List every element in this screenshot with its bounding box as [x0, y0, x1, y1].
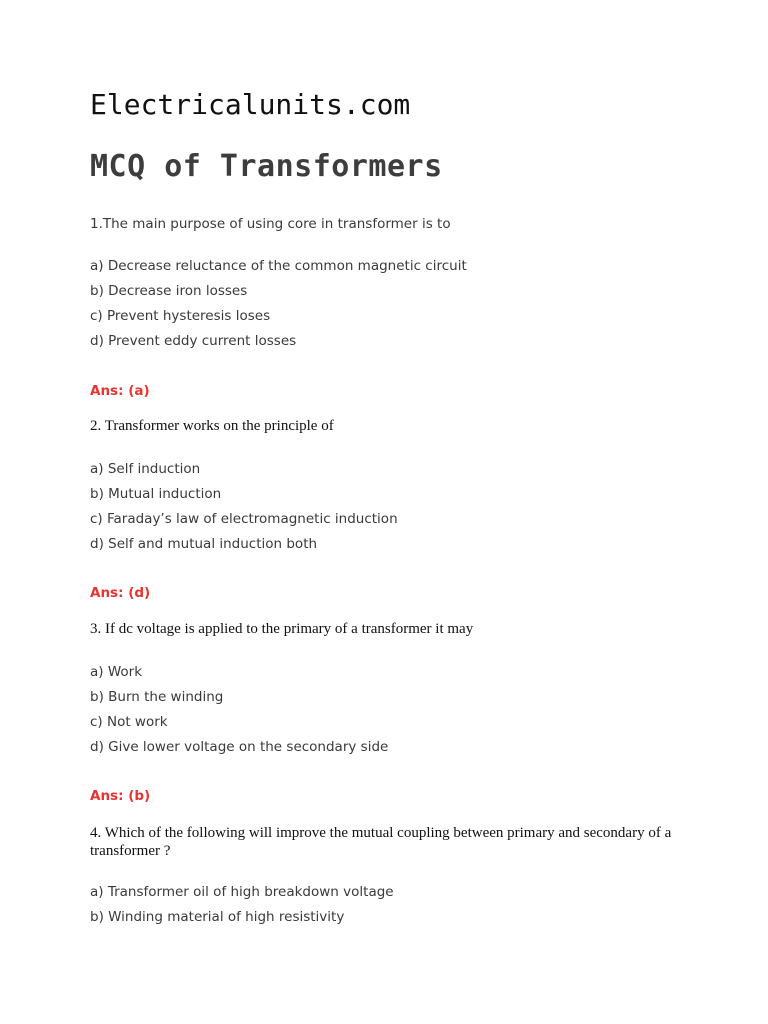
question-1-answer: Ans: (a) [90, 383, 150, 399]
question-1-option-c: c) Prevent hysteresis loses [90, 308, 271, 324]
question-1-option-a: a) Decrease reluctance of the common magnetic circuit [90, 258, 467, 274]
question-2-option-a: a) Self induction [90, 461, 201, 477]
question-4-text: 4. Which of the following will improve the mutual coupling between primary and secondary of a transformer ? [90, 825, 672, 859]
question-1-option-d: d) Prevent eddy current losses [90, 333, 297, 349]
question-3-option-c: c) Not work [90, 714, 168, 730]
question-2-option-c: c) Faraday’s law of electromagnetic induction [90, 511, 398, 527]
question-2-option-d: d) Self and mutual induction both [90, 536, 318, 552]
question-3-answer: Ans: (b) [90, 788, 151, 804]
question-4-option-a: a) Transformer oil of high breakdown voltage [90, 884, 394, 900]
question-4-option-b: b) Winding material of high resistivity [90, 909, 345, 925]
question-3-option-b: b) Burn the winding [90, 689, 224, 705]
question-2-option-b: b) Mutual induction [90, 486, 222, 502]
question-3-option-d: d) Give lower voltage on the secondary side [90, 739, 389, 755]
site-name: Electricalunits.com [90, 88, 411, 121]
question-3-text: 3. If dc voltage is applied to the primary of a transformer it may [90, 621, 474, 637]
question-1-option-b: b) Decrease iron losses [90, 283, 248, 299]
question-2-answer: Ans: (d) [90, 585, 151, 601]
question-2-text: 2. Transformer works on the principle of [90, 418, 334, 434]
question-3-option-a: a) Work [90, 664, 143, 680]
question-1-text: 1.The main purpose of using core in transformer is to [90, 216, 451, 232]
document-title: MCQ of Transformers [90, 149, 443, 184]
